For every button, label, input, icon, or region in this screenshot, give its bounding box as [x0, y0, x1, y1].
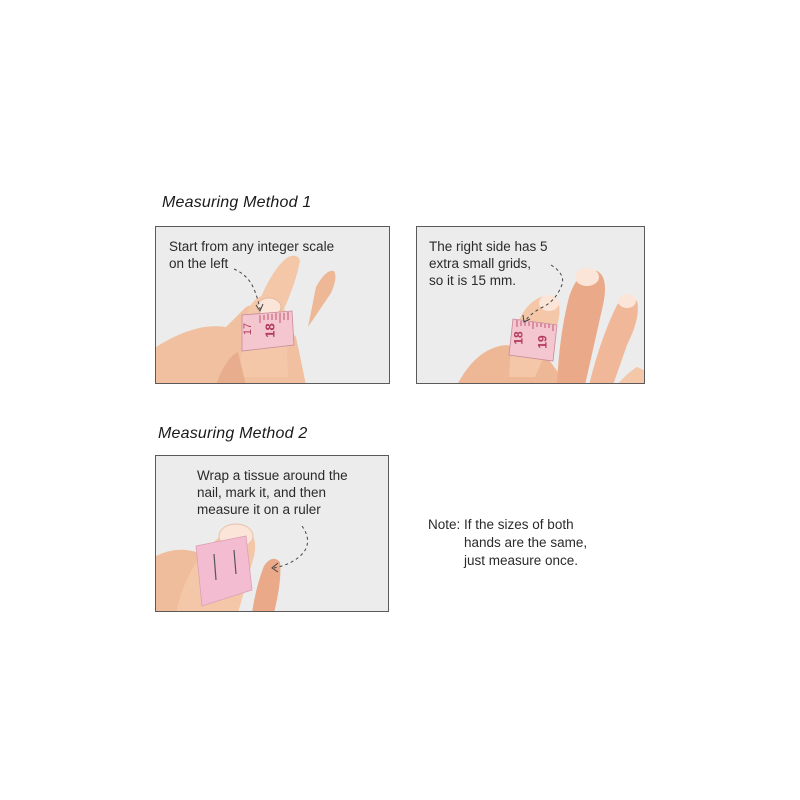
tape-number-18: 18	[262, 323, 278, 338]
note-line-2: hands are the same,	[464, 535, 588, 550]
tape-number-17: 17	[242, 322, 255, 336]
tape-number-18: 18	[511, 331, 526, 345]
tissue-wrap	[196, 536, 252, 606]
note-line-3: just measure once.	[464, 553, 579, 568]
method2-panel	[155, 455, 389, 612]
note-text	[428, 516, 587, 570]
method1-left-caption: Start from any integer scale on the left	[169, 239, 335, 271]
method1-left-panel	[155, 226, 390, 384]
method2-heading: Measuring Method 2	[158, 425, 308, 442]
method1-right-panel	[416, 226, 645, 384]
method1-right-caption: The right side has 5 extra small grids, so it is 15 mm.	[429, 239, 548, 288]
note-line-1: Note: If the sizes of both	[428, 517, 574, 532]
tape-number-19: 19	[535, 335, 550, 349]
method1-heading: Measuring Method 1	[162, 194, 312, 211]
method2-caption: Wrap a tissue around the nail, mark it, and then measure it on a ruler	[197, 468, 348, 517]
